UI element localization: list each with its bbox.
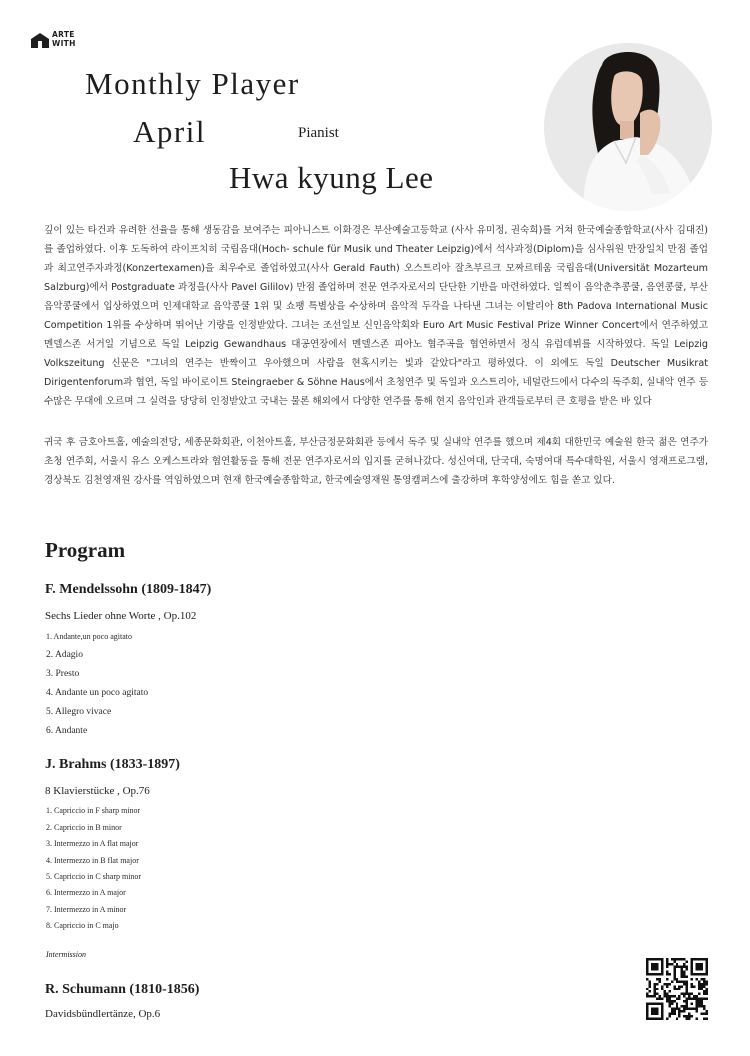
program-piece: 3. Intermezzo in A flat major: [46, 839, 139, 848]
logo-wordmark: [52, 30, 76, 48]
program-piece: 1. Capriccio in F sharp minor: [46, 806, 141, 815]
intermission-label: Intermission: [46, 950, 86, 959]
work-mendelssohn: Sechs Lieder ohne Worte , Op.102: [45, 610, 197, 622]
composer-schumann: R. Schumann (1810-1856): [45, 982, 200, 997]
program-piece: 4. Intermezzo in B flat major: [46, 856, 139, 865]
program-piece: 2. Adagio: [46, 650, 83, 660]
performer-role: Pianist: [298, 125, 339, 141]
program-piece: 3. Presto: [46, 669, 80, 679]
performer-name: Hwa kyung Lee: [229, 160, 434, 195]
program-piece: 5. Capriccio in C sharp minor: [46, 872, 142, 881]
work-schumann: Davidsbündlertänze, Op.6: [45, 1008, 161, 1020]
work-brahms: 8 Klavierstücke , Op.76: [45, 785, 150, 797]
program-piece: 6. Intermezzo in A major: [46, 888, 126, 897]
artewith-logo: [31, 29, 91, 51]
program-piece: 8. Capriccio in C majo: [46, 921, 119, 930]
qr-code-icon[interactable]: [646, 958, 708, 1020]
page-title: Monthly Player: [85, 66, 300, 101]
program-piece: 2. Capriccio in B minor: [46, 823, 122, 832]
logo-line1: ARTE: [52, 30, 75, 39]
logo-line2: WITH: [52, 39, 76, 48]
building-logo-icon: [31, 33, 49, 48]
program-piece: 5. Allegro vivace: [46, 707, 112, 717]
program-piece: 6. Andante: [46, 726, 88, 736]
composer-brahms: J. Brahms (1833-1897): [45, 757, 180, 772]
portrait-illustration: [544, 43, 712, 211]
bio-paragraph-2: 귀국 후 금호아트홀, 예술의전당, 세종문화회관, 이천아트홀, 부산금정문화회관 등에서 독주 및 실내악 연주를 했으며 제4회 대한민국 예술원 한국 젊은 연주가 초청 연주회, 서울시 유스 오케스트라와 협연활동을 통해 전문 연주자로서의 입지를 굳혀나갔다. 성신여대, 단국대, 숙명여대 특수대학원, 서울시 영재프로그램, 경상북도 김천영재원 강사를 역임하였으며 현재 한국예술종합학교, 한국예술영재원 통영캠퍼스에 출강하며 후학양성에도 힘을 쏟고 있다.: [44, 437, 708, 486]
composer-mendelssohn: F. Mendelssohn (1809-1847): [45, 582, 212, 597]
month-title: April: [133, 114, 206, 149]
program-piece: 4. Andante un poco agitato: [46, 688, 149, 698]
program-piece: 1. Andante,un poco agitato: [46, 632, 132, 641]
program-heading: Program: [45, 538, 126, 562]
program-piece: 7. Intermezzo in A minor: [46, 905, 127, 914]
performer-portrait: [544, 43, 712, 211]
bio-paragraph-1: 깊이 있는 타건과 유려한 선율을 통해 생동감을 보여주는 피아니스트 이화경은 부산예술고등학교 (사사 유미정, 권숙희)를 거쳐 한국예술종합학교(사사 김대진)를 졸업하였다. 이후 도독하여 라이프치히 국립음대(Hoch- schule für Musik und Theater Leipzig)에서 석사과정(Diplom)을 심사위원 만장일치 만점 졸업과 최고연주자과정(Konzertexamen)을 최우수로 졸업하였고(사사 Gerald Fauth) 오스트리아 잘츠부르크 모짜르테움 국립음대(Universität Mozarteum Salzburg)에서 Postgraduate 과정을(사사 Pavel Gililov) 만점 졸업하며 전문 연주자로서의 단단한 기반을 마련하였다. 일찍이 음악춘추콩쿨, 음연콩쿨, 부산음악콩쿨에서 입상하였으며 인제대학교 음악콩쿨 1위 및 쇼팽 특별상을 수상하며 음악적 두각을 나타낸 그녀는 이탈리아 8th Padova International Music Competition 1위를 수상하며 뛰어난 기량을 인정받았다. 그녀는 조선일보 신인음악회와 Euro Art Music Festival Prize Winner Concert에서 연주하였고 멘델스존 서거일 기념으로 독일 Leipzig Gewandhaus 대공연장에서 멘델스존 피아노 협주곡을 협연하면서 정식 유럽데뷔를 시작하였다. 독일 Leipzig Volkszeitung 신문은 "그녀의 연주는 반짝이고 우아했으며 사람을 현혹시키는 빛과 같았다"라고 평하였다. 이 외에도 독일 Deutscher Musikrat Dirigentenforum과 협연, 독일 바이로이트 Steingraeber & Söhne Haus에서 초청연주 및 독일과 오스트리아, 네덜란드에서 다수의 독주회, 실내악 연주 등 수많은 무대에 오르며 그 실력을 당당히 인정받았고 국내는 물론 해외에서 다양한 연주를 통해 현지 음악인과 관객들로부터 큰 호평을 받은 바 있다: [44, 225, 708, 407]
